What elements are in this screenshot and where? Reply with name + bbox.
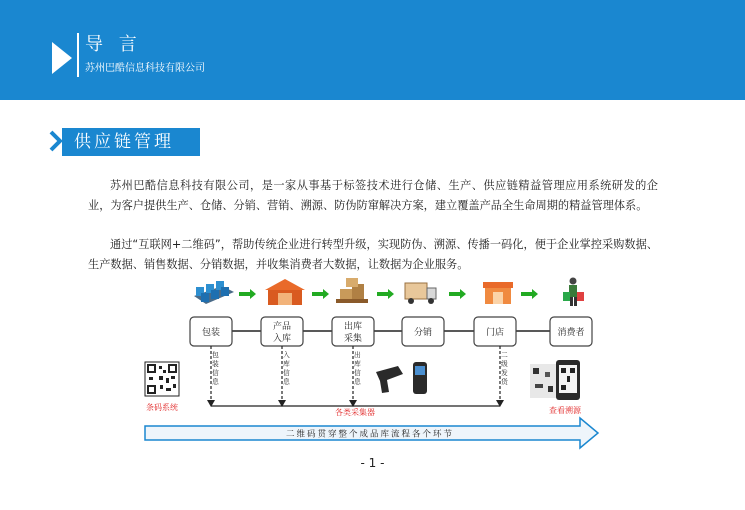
page-number: - 1 - xyxy=(360,456,385,470)
step-box-distribution xyxy=(402,317,444,346)
barcode-scanner-icon xyxy=(376,366,403,393)
step-box-consumer xyxy=(550,317,592,346)
svg-text:出库: 出库 xyxy=(343,322,363,332)
paragraph-intro: 苏州巴酷信息科技有限公司，是一家从事基于标签技术进行仓储、生产、供应链精益管理应用系统研发的企业，为客户提供生产、仓储、分销、营销、溯源、防伪防窜解决方案，建立覆盖产品全生命周期的精益管理体系。 xyxy=(88,179,658,212)
section-title: 供应链管理 xyxy=(62,128,200,156)
company-name: 苏州巴酷信息科技有限公司 xyxy=(85,63,205,74)
step-box-packaging xyxy=(190,317,232,346)
delivery-truck-icon xyxy=(405,283,436,304)
svg-text:消费者: 消费者 xyxy=(557,328,585,338)
boxes-pallet-icon xyxy=(336,278,368,303)
vlabel-packaging-info: 包装信息 xyxy=(212,351,219,386)
svg-text:包装: 包装 xyxy=(201,328,221,338)
qr-code-icon xyxy=(145,362,179,396)
shopping-person-icon xyxy=(563,278,584,307)
vlabel-second-dispatch: 二级发货 xyxy=(501,351,508,386)
shop-storefront-icon xyxy=(483,282,513,304)
svg-text:分销: 分销 xyxy=(413,328,433,338)
barcode-system-label: 条码系统 xyxy=(146,403,178,412)
step-box-inbound xyxy=(261,317,303,346)
svg-text:采集: 采集 xyxy=(343,334,363,344)
vlabel-outbound-info: 出库信息 xyxy=(354,351,361,386)
phone-scan-qr-icon xyxy=(530,360,580,400)
svg-text:产品: 产品 xyxy=(272,322,292,332)
handheld-terminal-icon xyxy=(413,362,427,394)
vlabel-inbound-info: 入库信息 xyxy=(283,351,290,386)
header-title: 导 言 xyxy=(85,34,142,55)
step-box-outbound xyxy=(332,317,374,346)
view-trace-label: 查看溯源 xyxy=(549,406,581,415)
step-box-store xyxy=(474,317,516,346)
bottom-arrow-text: 二维码贯穿整个成品库流程各个环节 xyxy=(285,429,455,440)
paragraph-internet-qr: 通过“互联网+二维码”，帮助传统企业进行转型升级，实现防伪、溯源、传播一码化，便于企业掌控采购数据、生产数据、销售数据、分销数据，并收集消费者大数据，让数据为企业服务。 xyxy=(88,238,658,271)
collector-label: 各类采集器 xyxy=(335,408,375,417)
svg-text:入库: 入库 xyxy=(272,334,292,344)
pallet-conveyor-icon xyxy=(194,281,234,304)
warehouse-icon xyxy=(265,279,305,305)
svg-text:门店: 门店 xyxy=(485,328,505,338)
